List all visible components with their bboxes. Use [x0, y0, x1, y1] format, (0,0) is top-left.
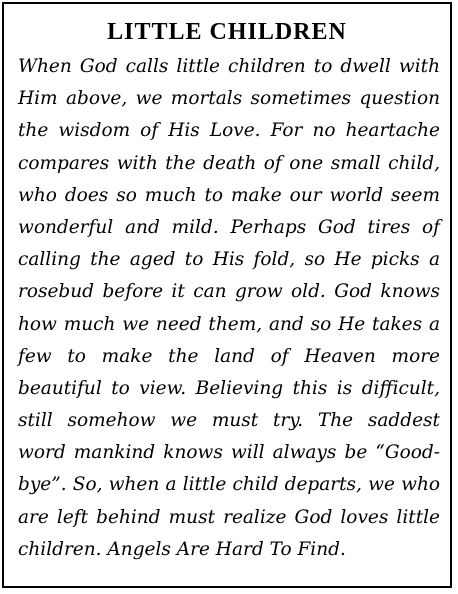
poem-body [18, 51, 440, 566]
poem-title: LITTLE CHILDREN [107, 19, 347, 45]
poem-line: word mankind knows will always be “Good- [18, 442, 440, 464]
poem-line: who does so much to make our world seem [18, 184, 440, 206]
poem-line: beautiful to view. Believing this is difficult, [18, 377, 440, 399]
poem-line: bye”. So, when a little child departs, we who [18, 474, 440, 496]
poem-line: compares with the death of one small child, [18, 152, 440, 174]
poem-line: few to make the land of Heaven more [18, 345, 440, 367]
poem-line: wonderful and mild. Perhaps God tires of [18, 216, 440, 238]
poem-line: how much we need them, and so He takes a [18, 313, 440, 335]
poem-line: children. Angels Are Hard To Find. [18, 538, 346, 560]
poem-card [2, 2, 452, 588]
poem-line: still somehow we must try. The saddest [18, 410, 440, 432]
poem-line: the wisdom of His Love. For no heartache [18, 120, 440, 142]
poem-line: calling the aged to His fold, so He picks a [18, 249, 440, 271]
poem-line: Him above, we mortals sometimes question [18, 88, 440, 110]
poem-line: rosebud before it can grow old. God knows [18, 281, 440, 303]
poem-line: are left behind must realize God loves little [18, 506, 440, 528]
poem-line: When God calls little children to dwell with [18, 56, 440, 77]
